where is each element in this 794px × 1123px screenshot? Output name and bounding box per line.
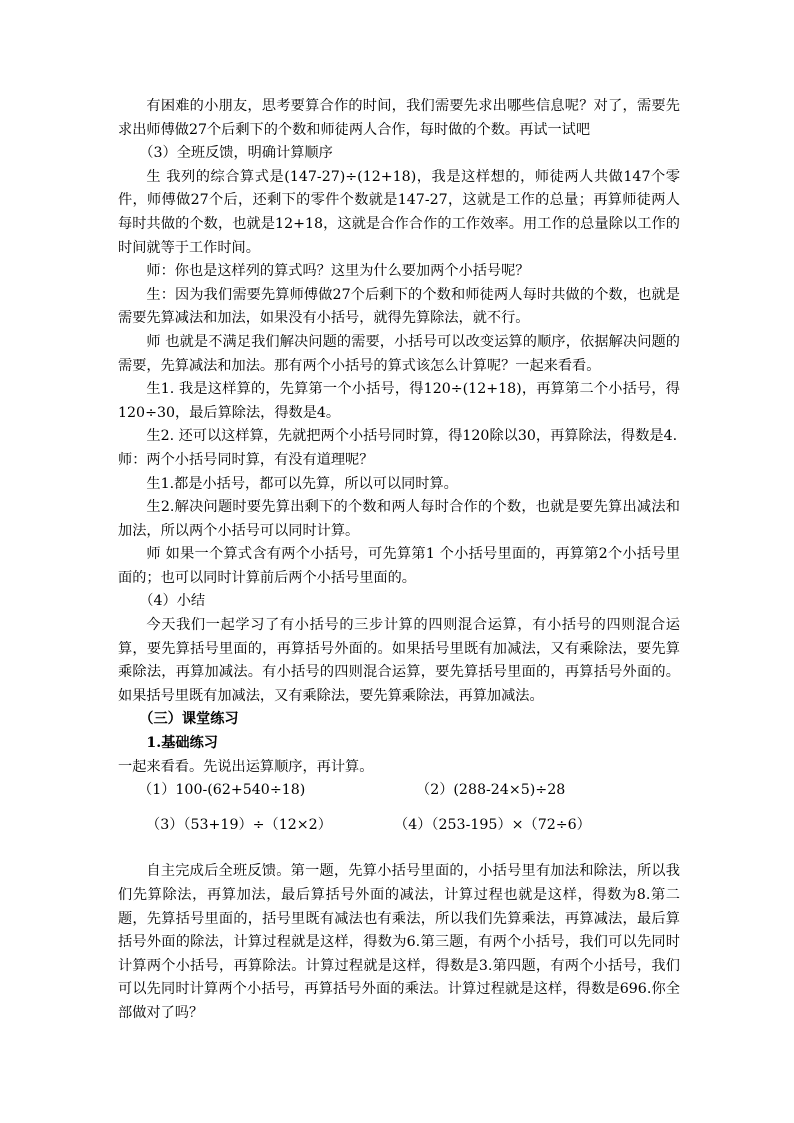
- exercise-4: （4）（253-195）×（72÷6）: [394, 816, 591, 833]
- heading-basic-practice: 1.基础练习: [146, 735, 218, 752]
- document-body: [118, 95, 680, 1026]
- paragraph-student2-method: 生2. 还可以这样算，先就把两个小括号同时算，得120除以30，再算除法，得数是4.: [146, 428, 678, 445]
- paragraph-summary: 今天我们一起学习了有小括号的三步计算的四则混合运算，有小括号的四则混合运算，要先算括号里面的，再算括号外面的。如果括号里既有加减法，又有乘除法，要先算乘除法，再算加减法。有小括号的四则混合运算，要先算括号里面的，再算括号外面的。如果括号里既有加减法，又有乘除法，要先算乘除法，再算加减法。: [118, 617, 680, 704]
- paragraph-feedback: 自主完成后全班反馈。第一题，先算小括号里面的，小括号里有加法和除法，所以我们先算除法，再算加法，最后算括号外面的减法，计算过程也就是这样，得数为8.第二题，先算括号里面的，括号里既有减法也有乘法，所以我们先算乘法，再算减法，最后算括号外面的除法，计算过程就是这样，得数为6.第三题，有两个小括号，我们可以先同时计算两个小括号，再算除法。计算过程就是这样，得数是3.第四题，有两个小括号，我们可以先同时计算两个小括号，再算括号外面的乘法。计算过程就是这样，得数是696.你全部做对了吗？: [118, 863, 680, 1021]
- exercise-row-1: [118, 779, 680, 803]
- paragraph-instruction: 一起来看看。先说出运算顺序，再计算。: [118, 758, 374, 775]
- paragraph-student-reason: 生：因为我们需要先算师傅做27个后剩下的个数和师徒两人每时共做的个数，也就是需要先算减法和加法，如果没有小括号，就得先算除法，就不行。: [118, 286, 680, 327]
- exercise-1: （1）100-(62+540÷18): [138, 782, 306, 799]
- paragraph-teacher-ask: 师：两个小括号同时算，有没有道理呢？: [118, 451, 374, 468]
- paragraph-hint: 有困难的小朋友，思考要算合作的时间，我们需要先求出哪些信息呢？对了，需要先求出师傅做27个后剩下的个数和师徒两人合作，每时做的个数。再试一试吧: [118, 98, 680, 138]
- paragraph-student-answer: 生 我列的综合算式是(147-27)÷(12+18)，我是这样想的，师徒两人共做147个零件，师傅做27个后，还剩下的零件个数就是147-27，这就是工作的总量；再算师徒两人每时共做的个数，也就是12+18，这就是合作合作的工作效率。用工作的总量除以工作的时间就等于工作时间。: [118, 168, 680, 256]
- paragraph-student2-reply: 生2.解决问题时要先算出剩下的个数和两人每时合作的个数，也就是要先算出减法和加法，所以两个小括号可以同时计算。: [118, 499, 680, 539]
- exercise-row-2: [118, 814, 680, 838]
- paragraph-teacher-rule: 师 如果一个算式含有两个小括号，可先算第1 个小括号里面的，再算第2个小括号里面的；也可以同时计算前后两个小括号里面的。: [118, 546, 680, 586]
- exercise-3: （3）（53+19）÷（12×2）: [146, 816, 332, 833]
- paragraph-teacher-explain: 师 也就是不满足我们解决问题的需要，小括号可以改变运算的顺序，依据解决问题的需要，先算减法和加法。那有两个小括号的算式该怎么计算呢？一起来看看。: [118, 333, 680, 374]
- exercise-2: （2）(288-24×5)÷28: [416, 782, 566, 799]
- heading-feedback: （3）全班反馈，明确计算顺序: [139, 145, 333, 162]
- paragraph-teacher-question: 师：你也是这样列的算式吗？这里为什么要加两个小括号呢？: [146, 263, 530, 280]
- heading-summary: （4）小结: [139, 593, 206, 610]
- heading-class-practice: （三）课堂练习: [139, 711, 239, 728]
- paragraph-student1-method: 生1. 我是这样算的，先算第一个小括号，得120÷(12+18)，再算第二个小括号，得120÷30，最后算除法，得数是4。: [118, 381, 680, 421]
- paragraph-student1-reply: 生1.都是小括号，都可以先算，所以可以同时算。: [146, 475, 458, 492]
